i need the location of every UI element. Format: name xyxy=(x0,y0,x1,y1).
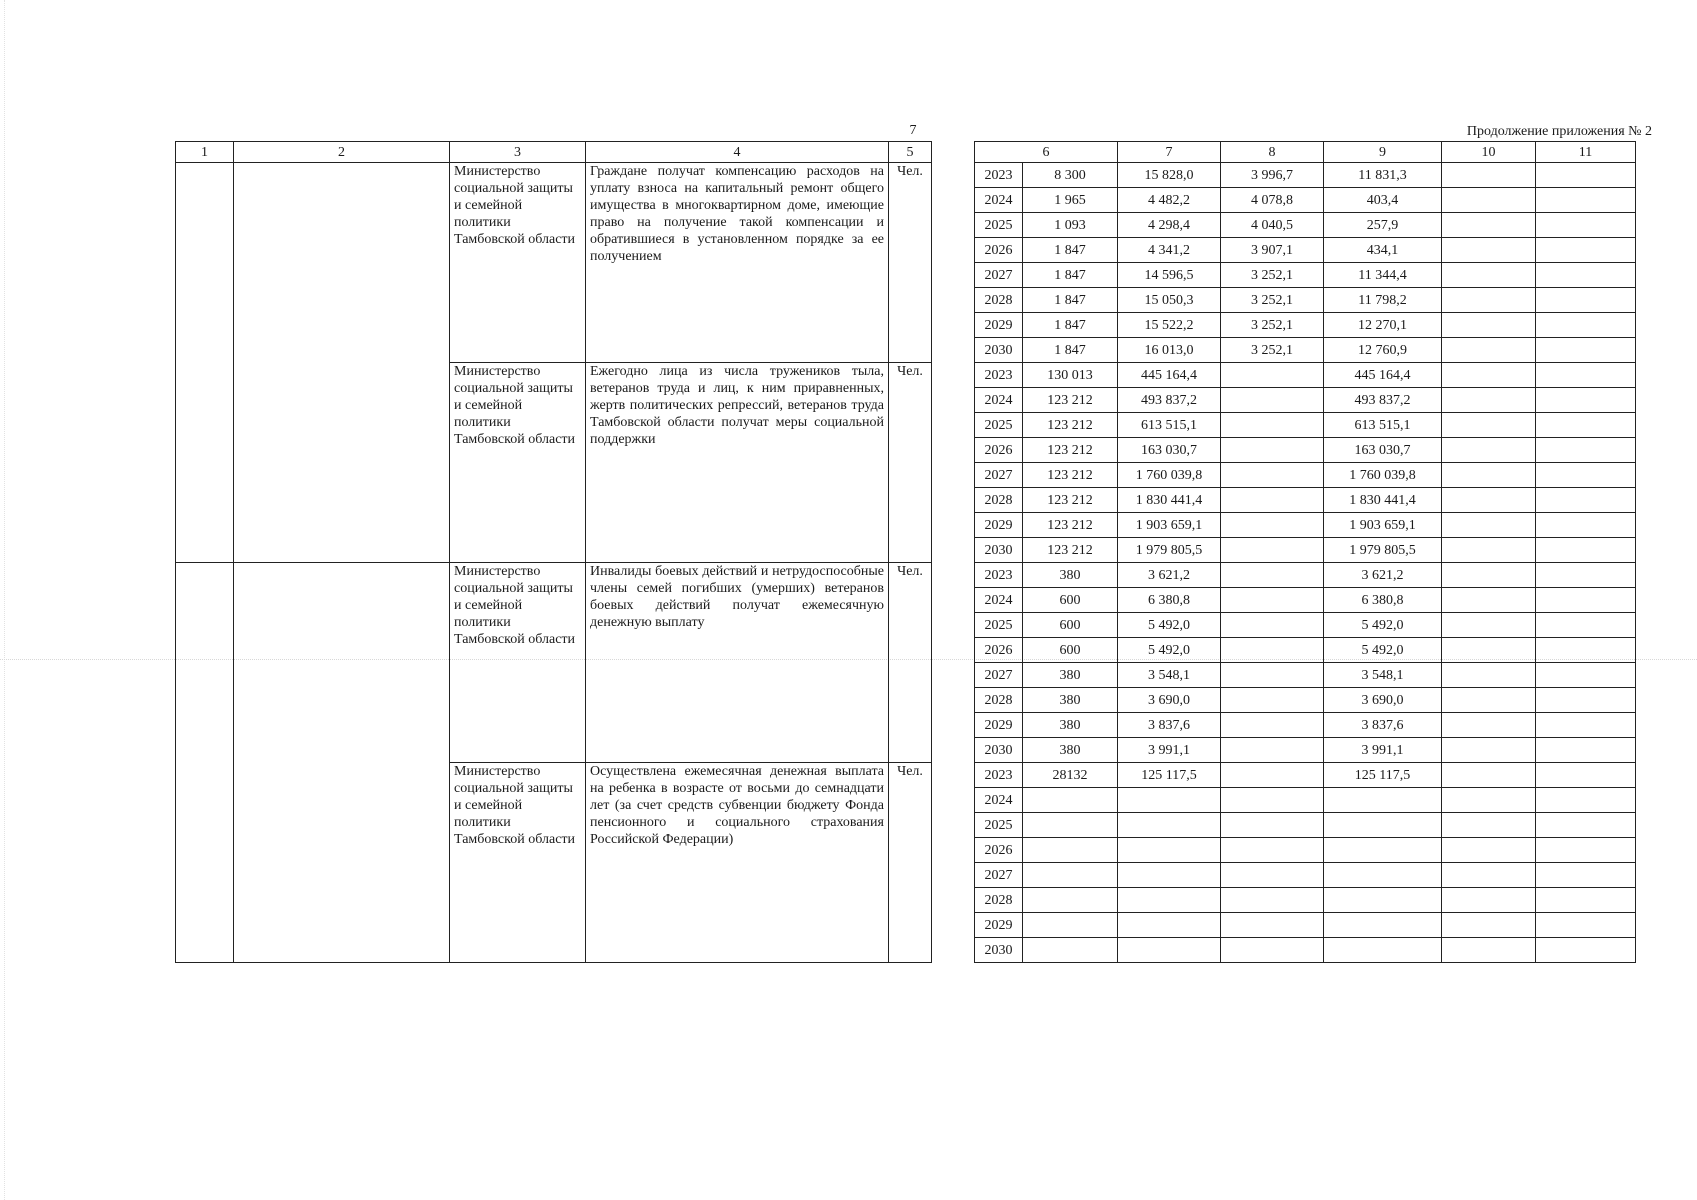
value-cell-8 xyxy=(1221,363,1324,388)
value-cell-10 xyxy=(1442,413,1536,438)
value-cell-10 xyxy=(1442,463,1536,488)
value-cell-9: 1 760 039,8 xyxy=(1324,463,1442,488)
value-cell-7: 1 760 039,8 xyxy=(1118,463,1221,488)
value-cell-6: 123 212 xyxy=(1023,438,1118,463)
header-cell: 6 xyxy=(975,142,1118,163)
value-cell-11 xyxy=(1536,538,1636,563)
value-cell-10 xyxy=(1442,338,1536,363)
value-cell-6: 123 212 xyxy=(1023,463,1118,488)
value-cell-8 xyxy=(1221,888,1324,913)
value-cell-9: 12 760,9 xyxy=(1324,338,1442,363)
value-cell-7: 4 482,2 xyxy=(1118,188,1221,213)
value-cell-6: 1 965 xyxy=(1023,188,1118,213)
value-cell-7 xyxy=(1118,788,1221,813)
value-cell-9: 5 492,0 xyxy=(1324,638,1442,663)
organization-cell: Министерство социальной защиты и семейной политики Тамбовской области xyxy=(450,563,586,763)
value-cell-9 xyxy=(1324,888,1442,913)
year-cell: 2027 xyxy=(975,263,1023,288)
value-cell-11 xyxy=(1536,688,1636,713)
value-cell-11 xyxy=(1536,513,1636,538)
value-cell-7 xyxy=(1118,863,1221,888)
spacer-cell xyxy=(932,163,975,363)
header-cell: 9 xyxy=(1324,142,1442,163)
value-cell-8: 3 252,1 xyxy=(1221,263,1324,288)
value-cell-7: 15 522,2 xyxy=(1118,313,1221,338)
value-cell-7: 3 690,0 xyxy=(1118,688,1221,713)
value-cell-6: 380 xyxy=(1023,563,1118,588)
year-cell: 2029 xyxy=(975,913,1023,938)
value-cell-10 xyxy=(1442,938,1536,963)
value-cell-10 xyxy=(1442,663,1536,688)
value-cell-10 xyxy=(1442,813,1536,838)
value-cell-9: 3 548,1 xyxy=(1324,663,1442,688)
value-cell-11 xyxy=(1536,788,1636,813)
value-cell-9: 163 030,7 xyxy=(1324,438,1442,463)
value-cell-6: 380 xyxy=(1023,663,1118,688)
value-cell-7: 6 380,8 xyxy=(1118,588,1221,613)
value-cell-11 xyxy=(1536,938,1636,963)
value-cell-7: 15 050,3 xyxy=(1118,288,1221,313)
header-cell: 3 xyxy=(450,142,586,163)
value-cell-8 xyxy=(1221,788,1324,813)
value-cell-7 xyxy=(1118,888,1221,913)
year-cell: 2029 xyxy=(975,713,1023,738)
value-cell-9: 445 164,4 xyxy=(1324,363,1442,388)
year-cell: 2029 xyxy=(975,313,1023,338)
value-cell-7: 163 030,7 xyxy=(1118,438,1221,463)
value-cell-6: 1 093 xyxy=(1023,213,1118,238)
col1-cell xyxy=(176,763,234,963)
value-cell-8 xyxy=(1221,613,1324,638)
value-cell-11 xyxy=(1536,438,1636,463)
value-cell-10 xyxy=(1442,888,1536,913)
value-cell-7: 4 341,2 xyxy=(1118,238,1221,263)
value-cell-10 xyxy=(1442,288,1536,313)
value-cell-7: 125 117,5 xyxy=(1118,763,1221,788)
value-cell-9: 11 344,4 xyxy=(1324,263,1442,288)
value-cell-8 xyxy=(1221,813,1324,838)
scan-edge-line xyxy=(4,0,5,1200)
value-cell-7: 3 548,1 xyxy=(1118,663,1221,688)
header-cell: 1 xyxy=(176,142,234,163)
value-cell-6: 1 847 xyxy=(1023,313,1118,338)
value-cell-7 xyxy=(1118,813,1221,838)
header-cell: 10 xyxy=(1442,142,1536,163)
value-cell-7: 1 830 441,4 xyxy=(1118,488,1221,513)
value-cell-10 xyxy=(1442,188,1536,213)
value-cell-10 xyxy=(1442,388,1536,413)
value-cell-9: 3 991,1 xyxy=(1324,738,1442,763)
header-cell: 11 xyxy=(1536,142,1636,163)
year-cell: 2029 xyxy=(975,513,1023,538)
value-cell-11 xyxy=(1536,388,1636,413)
value-cell-7: 3 621,2 xyxy=(1118,563,1221,588)
value-cell-10 xyxy=(1442,563,1536,588)
year-cell: 2026 xyxy=(975,638,1023,663)
value-cell-6: 28132 xyxy=(1023,763,1118,788)
value-cell-7: 1 903 659,1 xyxy=(1118,513,1221,538)
year-cell: 2026 xyxy=(975,438,1023,463)
value-cell-6 xyxy=(1023,913,1118,938)
value-cell-10 xyxy=(1442,613,1536,638)
value-cell-9: 125 117,5 xyxy=(1324,763,1442,788)
value-cell-10 xyxy=(1442,238,1536,263)
value-cell-9: 12 270,1 xyxy=(1324,313,1442,338)
year-cell: 2030 xyxy=(975,738,1023,763)
value-cell-11 xyxy=(1536,188,1636,213)
col2-cell xyxy=(234,563,450,763)
value-cell-6: 600 xyxy=(1023,613,1118,638)
spacer-cell xyxy=(932,763,975,963)
spacer-cell xyxy=(932,563,975,763)
value-cell-10 xyxy=(1442,638,1536,663)
organization-cell: Министерство социальной защиты и семейной политики Тамбовской области xyxy=(450,163,586,363)
value-cell-8 xyxy=(1221,688,1324,713)
header-row xyxy=(176,142,1636,163)
year-cell: 2028 xyxy=(975,688,1023,713)
value-cell-8 xyxy=(1221,638,1324,663)
value-cell-6: 123 212 xyxy=(1023,388,1118,413)
value-cell-11 xyxy=(1536,613,1636,638)
value-cell-9 xyxy=(1324,788,1442,813)
value-cell-10 xyxy=(1442,788,1536,813)
year-cell: 2026 xyxy=(975,238,1023,263)
value-cell-7 xyxy=(1118,913,1221,938)
value-cell-11 xyxy=(1536,213,1636,238)
year-cell: 2028 xyxy=(975,488,1023,513)
value-cell-9: 1 830 441,4 xyxy=(1324,488,1442,513)
value-cell-10 xyxy=(1442,213,1536,238)
value-cell-7: 445 164,4 xyxy=(1118,363,1221,388)
continuation-label: Продолжение приложения № 2 xyxy=(1466,124,1652,139)
value-cell-9 xyxy=(1324,838,1442,863)
year-cell: 2023 xyxy=(975,763,1023,788)
value-cell-9: 257,9 xyxy=(1324,213,1442,238)
value-cell-6: 1 847 xyxy=(1023,288,1118,313)
value-cell-8: 3 907,1 xyxy=(1221,238,1324,263)
value-cell-6: 380 xyxy=(1023,713,1118,738)
value-cell-7: 3 991,1 xyxy=(1118,738,1221,763)
value-cell-10 xyxy=(1442,363,1536,388)
value-cell-10 xyxy=(1442,688,1536,713)
year-cell: 2028 xyxy=(975,288,1023,313)
year-cell: 2023 xyxy=(975,563,1023,588)
value-cell-9: 493 837,2 xyxy=(1324,388,1442,413)
spacer-cell xyxy=(932,142,975,163)
year-cell: 2028 xyxy=(975,888,1023,913)
year-cell: 2024 xyxy=(975,788,1023,813)
value-cell-10 xyxy=(1442,763,1536,788)
value-cell-11 xyxy=(1536,663,1636,688)
value-cell-8: 4 040,5 xyxy=(1221,213,1324,238)
year-cell: 2024 xyxy=(975,588,1023,613)
year-cell: 2030 xyxy=(975,338,1023,363)
value-cell-6: 380 xyxy=(1023,688,1118,713)
value-cell-11 xyxy=(1536,588,1636,613)
value-cell-8: 4 078,8 xyxy=(1221,188,1324,213)
value-cell-8 xyxy=(1221,763,1324,788)
value-cell-8 xyxy=(1221,913,1324,938)
value-cell-6 xyxy=(1023,938,1118,963)
value-cell-9 xyxy=(1324,863,1442,888)
value-cell-10 xyxy=(1442,438,1536,463)
year-cell: 2025 xyxy=(975,413,1023,438)
year-cell: 2023 xyxy=(975,163,1023,188)
value-cell-7: 3 837,6 xyxy=(1118,713,1221,738)
value-cell-11 xyxy=(1536,863,1636,888)
organization-cell: Министерство социальной защиты и семейной политики Тамбовской области xyxy=(450,763,586,963)
value-cell-8: 3 252,1 xyxy=(1221,288,1324,313)
value-cell-9: 434,1 xyxy=(1324,238,1442,263)
description-cell: Граждане получат компенсацию расходов на уплату взноса на капитальный ремонт общего имущества в многоквартирном доме, имеющие право на получение такой компенсации и обратившиеся в установленном порядке за ее получением xyxy=(586,163,889,363)
value-cell-8 xyxy=(1221,413,1324,438)
value-cell-11 xyxy=(1536,713,1636,738)
value-cell-6: 8 300 xyxy=(1023,163,1118,188)
value-cell-8 xyxy=(1221,663,1324,688)
value-cell-10 xyxy=(1442,538,1536,563)
value-cell-7: 5 492,0 xyxy=(1118,638,1221,663)
value-cell-8 xyxy=(1221,513,1324,538)
value-cell-8: 3 996,7 xyxy=(1221,163,1324,188)
value-cell-8 xyxy=(1221,838,1324,863)
header-cell: 4 xyxy=(586,142,889,163)
value-cell-11 xyxy=(1536,338,1636,363)
year-cell: 2030 xyxy=(975,938,1023,963)
value-cell-11 xyxy=(1536,288,1636,313)
value-cell-7: 16 013,0 xyxy=(1118,338,1221,363)
description-cell: Ежегодно лица из числа тружеников тыла, ветеранов труда и лиц, к ним приравненных, жертв политических репрессий, ветеранов труда Тамбовской области получат меры социальной поддержки xyxy=(586,363,889,563)
value-cell-8 xyxy=(1221,588,1324,613)
value-cell-8 xyxy=(1221,863,1324,888)
value-cell-7 xyxy=(1118,938,1221,963)
value-cell-7: 493 837,2 xyxy=(1118,388,1221,413)
col2-cell xyxy=(234,163,450,363)
value-cell-10 xyxy=(1442,738,1536,763)
value-cell-7: 1 979 805,5 xyxy=(1118,538,1221,563)
year-cell: 2023 xyxy=(975,363,1023,388)
value-cell-6: 123 212 xyxy=(1023,513,1118,538)
col1-cell xyxy=(176,563,234,763)
value-cell-10 xyxy=(1442,588,1536,613)
value-cell-11 xyxy=(1536,238,1636,263)
value-cell-8 xyxy=(1221,463,1324,488)
unit-cell: Чел. xyxy=(889,563,932,763)
value-cell-11 xyxy=(1536,363,1636,388)
value-cell-11 xyxy=(1536,838,1636,863)
value-cell-8 xyxy=(1221,488,1324,513)
value-cell-6 xyxy=(1023,813,1118,838)
value-cell-7: 4 298,4 xyxy=(1118,213,1221,238)
value-cell-6 xyxy=(1023,888,1118,913)
col2-cell xyxy=(234,763,450,963)
value-cell-6: 1 847 xyxy=(1023,263,1118,288)
year-cell: 2030 xyxy=(975,538,1023,563)
page-number: 7 xyxy=(909,123,917,138)
col1-cell xyxy=(176,163,234,363)
value-cell-7: 613 515,1 xyxy=(1118,413,1221,438)
table-row xyxy=(176,163,1636,188)
value-cell-10 xyxy=(1442,263,1536,288)
value-cell-8 xyxy=(1221,563,1324,588)
value-cell-6: 600 xyxy=(1023,588,1118,613)
value-cell-7 xyxy=(1118,838,1221,863)
appendix-table xyxy=(175,141,1636,963)
value-cell-9: 5 492,0 xyxy=(1324,613,1442,638)
value-cell-11 xyxy=(1536,463,1636,488)
value-cell-8 xyxy=(1221,388,1324,413)
value-cell-8: 3 252,1 xyxy=(1221,313,1324,338)
value-cell-9: 1 903 659,1 xyxy=(1324,513,1442,538)
value-cell-9: 3 690,0 xyxy=(1324,688,1442,713)
value-cell-11 xyxy=(1536,488,1636,513)
value-cell-11 xyxy=(1536,813,1636,838)
description-cell: Инвалиды боевых действий и нетрудоспособные члены семей погибших (умерших) ветеранов боевых действий получат ежемесячную денежную выплату xyxy=(586,563,889,763)
col2-cell xyxy=(234,363,450,563)
year-cell: 2027 xyxy=(975,863,1023,888)
value-cell-6: 1 847 xyxy=(1023,338,1118,363)
value-cell-11 xyxy=(1536,888,1636,913)
value-cell-11 xyxy=(1536,563,1636,588)
value-cell-11 xyxy=(1536,638,1636,663)
value-cell-10 xyxy=(1442,713,1536,738)
year-cell: 2026 xyxy=(975,838,1023,863)
value-cell-6: 130 013 xyxy=(1023,363,1118,388)
value-cell-10 xyxy=(1442,313,1536,338)
unit-cell: Чел. xyxy=(889,363,932,563)
header-cell: 7 xyxy=(1118,142,1221,163)
value-cell-6: 123 212 xyxy=(1023,488,1118,513)
value-cell-8 xyxy=(1221,538,1324,563)
year-cell: 2027 xyxy=(975,463,1023,488)
value-cell-9: 3 837,6 xyxy=(1324,713,1442,738)
value-cell-9 xyxy=(1324,813,1442,838)
value-cell-6 xyxy=(1023,838,1118,863)
value-cell-11 xyxy=(1536,263,1636,288)
value-cell-11 xyxy=(1536,738,1636,763)
value-cell-7: 14 596,5 xyxy=(1118,263,1221,288)
value-cell-11 xyxy=(1536,763,1636,788)
value-cell-10 xyxy=(1442,838,1536,863)
year-cell: 2025 xyxy=(975,813,1023,838)
value-cell-11 xyxy=(1536,413,1636,438)
organization-cell: Министерство социальной защиты и семейной политики Тамбовской области xyxy=(450,363,586,563)
table-row xyxy=(176,363,1636,388)
value-cell-6: 123 212 xyxy=(1023,538,1118,563)
value-cell-6: 123 212 xyxy=(1023,413,1118,438)
value-cell-9: 1 979 805,5 xyxy=(1324,538,1442,563)
value-cell-11 xyxy=(1536,163,1636,188)
value-cell-9: 6 380,8 xyxy=(1324,588,1442,613)
header-cell: 8 xyxy=(1221,142,1324,163)
year-cell: 2025 xyxy=(975,613,1023,638)
table-row xyxy=(176,763,1636,788)
value-cell-6: 600 xyxy=(1023,638,1118,663)
year-cell: 2025 xyxy=(975,213,1023,238)
value-cell-9 xyxy=(1324,938,1442,963)
spacer-cell xyxy=(932,363,975,563)
value-cell-8: 3 252,1 xyxy=(1221,338,1324,363)
value-cell-9: 3 621,2 xyxy=(1324,563,1442,588)
value-cell-6: 1 847 xyxy=(1023,238,1118,263)
value-cell-11 xyxy=(1536,913,1636,938)
value-cell-9: 11 798,2 xyxy=(1324,288,1442,313)
year-cell: 2024 xyxy=(975,188,1023,213)
header-cell: 2 xyxy=(234,142,450,163)
unit-cell: Чел. xyxy=(889,763,932,963)
value-cell-6 xyxy=(1023,863,1118,888)
value-cell-10 xyxy=(1442,913,1536,938)
value-cell-8 xyxy=(1221,438,1324,463)
value-cell-9: 403,4 xyxy=(1324,188,1442,213)
description-cell: Осуществлена ежемесячная денежная выплата на ребенка в возрасте от восьми до семнадцати лет (за счет средств субвенции бюджету Фонда пенсионного и социального страхования Российской Федерации) xyxy=(586,763,889,963)
value-cell-8 xyxy=(1221,738,1324,763)
year-cell: 2024 xyxy=(975,388,1023,413)
value-cell-10 xyxy=(1442,488,1536,513)
value-cell-6 xyxy=(1023,788,1118,813)
value-cell-9: 613 515,1 xyxy=(1324,413,1442,438)
value-cell-11 xyxy=(1536,313,1636,338)
value-cell-6: 380 xyxy=(1023,738,1118,763)
header-cell: 5 xyxy=(889,142,932,163)
value-cell-9 xyxy=(1324,913,1442,938)
col1-cell xyxy=(176,363,234,563)
value-cell-8 xyxy=(1221,938,1324,963)
value-cell-7: 15 828,0 xyxy=(1118,163,1221,188)
value-cell-9: 11 831,3 xyxy=(1324,163,1442,188)
value-cell-10 xyxy=(1442,863,1536,888)
year-cell: 2027 xyxy=(975,663,1023,688)
value-cell-8 xyxy=(1221,713,1324,738)
unit-cell: Чел. xyxy=(889,163,932,363)
table-row xyxy=(176,563,1636,588)
value-cell-10 xyxy=(1442,163,1536,188)
value-cell-7: 5 492,0 xyxy=(1118,613,1221,638)
value-cell-10 xyxy=(1442,513,1536,538)
